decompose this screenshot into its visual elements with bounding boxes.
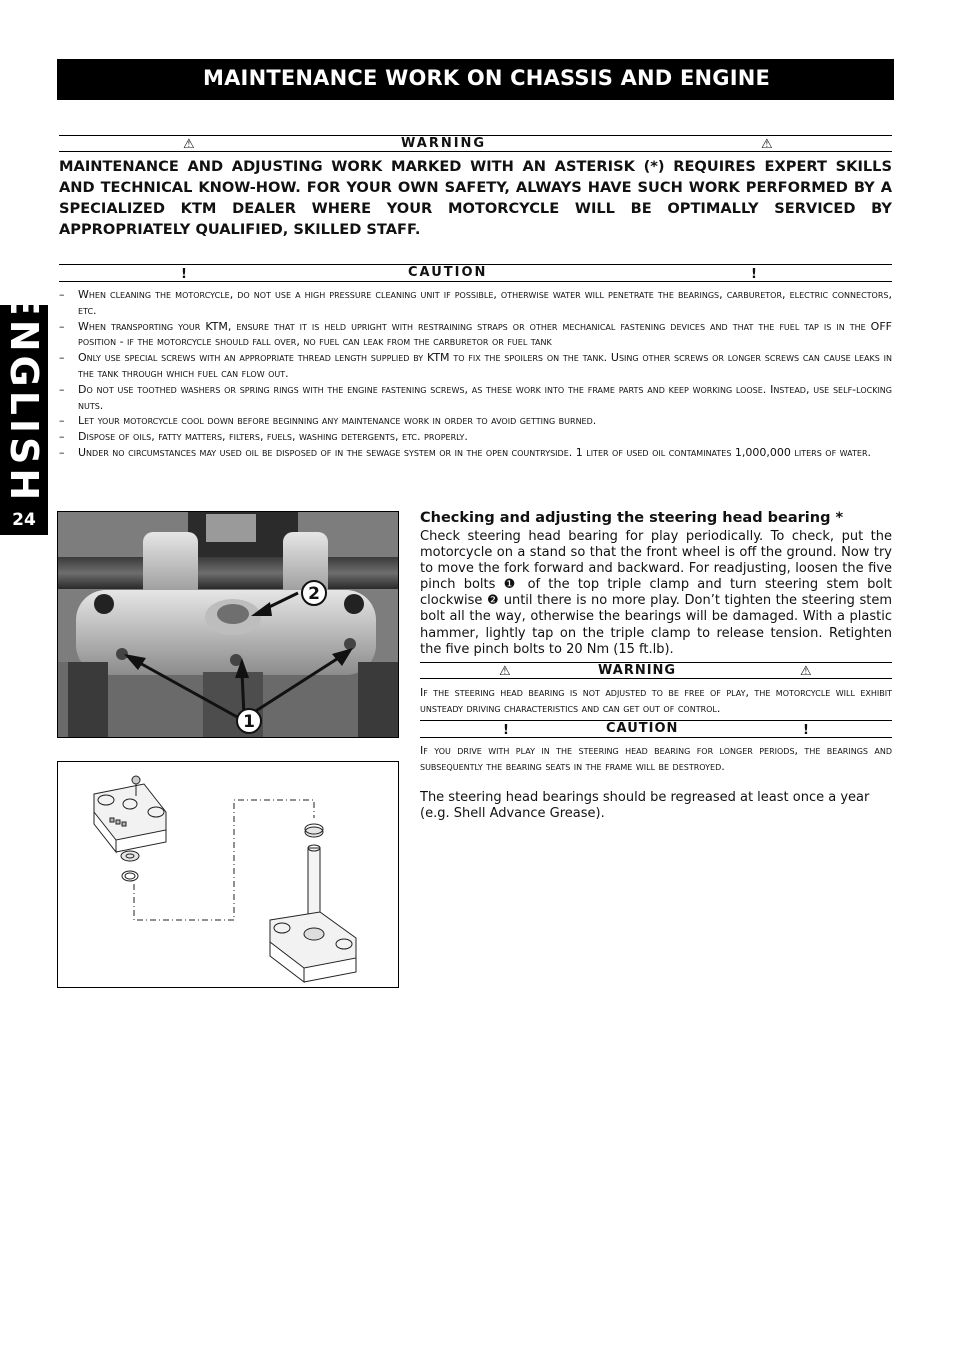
list-item-text: Dispose of oils, fatty matters, filters, fuels, washing detergents, etc. properly.	[78, 430, 468, 444]
list-dash: –	[59, 288, 65, 301]
section-header	[57, 59, 894, 100]
list-item-text: Do not use toothed washers or spring rings with the engine fastening screws, as these work into the frame parts and keep working loose. Instead, use self-locking nuts.	[78, 382, 892, 412]
steering-caution-bar	[420, 720, 892, 738]
callout-1: 1	[243, 712, 255, 732]
steering-body-part-3: until there is no more play. Don’t tighten the steering stem bolt all the way, otherwise the bearings will be damaged. With a plastic hammer, lightly tap on the triple clamp to release tension. Retighten the five pinch bolts to 20 Nm (15 ft.lb).	[420, 593, 893, 657]
warning-bar	[59, 135, 892, 152]
list-dash: –	[59, 382, 65, 396]
callout-2: 2	[308, 584, 320, 604]
warning-text: MAINTENANCE AND ADJUSTING WORK MARKED WITH AN ASTERISK (*) REQUIRES EXPERT SKILLS AND TECHNICAL KNOW-HOW. FOR YOUR OWN SAFETY, ALWAYS HAVE SUCH WORK PERFORMED BY A SPECIALIZED KTM DEALER WHERE YOUR MOTORCYCLE WILL BE OPTIMALLY SERVICED BY APPROPRIATELY QUALIFIED, SKILLED STAFF.	[59, 158, 892, 238]
steering-warning-title: WARNING	[598, 663, 677, 678]
page-number: 24	[12, 510, 36, 530]
steering-head-diagram-image	[58, 762, 400, 989]
list-item	[59, 287, 892, 319]
list-dash: –	[59, 319, 65, 333]
list-item	[59, 429, 892, 445]
list-item-text: Let your motorcycle cool down before beginning any maintenance work in order to avoid getting burned.	[78, 414, 597, 428]
steering-caution-title: CAUTION	[606, 721, 679, 736]
warning-left-icon: ⚠	[183, 137, 195, 152]
list-item	[59, 350, 892, 382]
steering-warning-right-icon: ⚠	[800, 664, 812, 679]
warning-right-icon: ⚠	[761, 137, 773, 152]
steering-caution-left-icon: !	[503, 723, 509, 738]
triple-clamp-photo	[57, 511, 399, 738]
list-item	[59, 382, 892, 414]
steering-caution-right-icon: !	[803, 723, 809, 738]
list-item	[59, 319, 892, 351]
caution-bar	[59, 264, 892, 282]
list-dash: –	[59, 445, 65, 459]
language-tab	[0, 289, 48, 535]
list-item-text: Under no circumstances may used oil be disposed of in the sewage system or in the open countryside. 1 liter of used oil contaminates 1,000,000 liters of water.	[78, 445, 872, 459]
steering-section-title: Checking and adjusting the steering head bearing *	[420, 510, 844, 526]
list-item-text: Only use special screws with an appropriate thread length supplied by KTM to fix the spoilers on the tank. Using other screws or longer screws can cause leaks in the tank through which fuel can flow out.	[78, 351, 892, 380]
triple-clamp-photo-image	[58, 512, 399, 738]
list-item	[59, 413, 892, 429]
steering-warning-left-icon: ⚠	[499, 664, 511, 679]
grease-note: The steering head bearings should be regreased at least once a year (e.g. Shell Advance Grease).	[420, 790, 870, 822]
language-label: ENGLISH	[2, 289, 46, 505]
section-title: MAINTENANCE WORK ON CHASSIS AND ENGINE	[203, 66, 771, 90]
steering-body-part-1: Check steering head bearing for play periodically. To check, put the motorcycle on a stand so that the front wheel is off the ground. Now try to move the fork forward and backward. For readjusting, loosen the five pinch bolts	[420, 529, 892, 593]
list-dash: –	[59, 414, 65, 428]
callout-marker-1: ❶	[503, 577, 520, 593]
list-dash: –	[59, 351, 65, 365]
steering-caution-text: If you drive with play in the steering head bearing for longer periods, the bearings and subsequently the bearing seats in the frame will be destroyed.	[420, 744, 892, 773]
list-dash: –	[59, 430, 65, 444]
list-item-text: When transporting your KTM, ensure that it is held upright with restraining straps or other mechanical fastening devices and that the fuel tap is in the OFF position - if the motorcycle should fall over, no fuel can leak from the carburetor or fuel tank	[78, 319, 892, 349]
steering-body-part-2: of the top triple clamp and turn steering stem bolt clockwise	[420, 577, 893, 609]
caution-left-icon: !	[181, 267, 187, 282]
list-item	[59, 445, 892, 461]
caution-list	[59, 287, 892, 461]
callout-marker-2: ❷	[487, 593, 500, 609]
steering-warning-text: If the steering head bearing is not adjusted to be free of play, the motorcycle will exhibit unsteady driving characteristics and can get out of control.	[420, 686, 892, 715]
steering-warning-bar	[420, 662, 892, 679]
steering-head-diagram	[57, 761, 399, 988]
caution-title: CAUTION	[408, 265, 488, 280]
warning-title: WARNING	[401, 136, 487, 151]
steering-body-text	[420, 529, 892, 658]
list-item-text: When cleaning the motorcycle, do not use a high pressure cleaning unit if possible, otherwise water will penetrate the bearings, carburetor, electric connectors, etc.	[78, 288, 892, 317]
caution-right-icon: !	[751, 267, 757, 282]
